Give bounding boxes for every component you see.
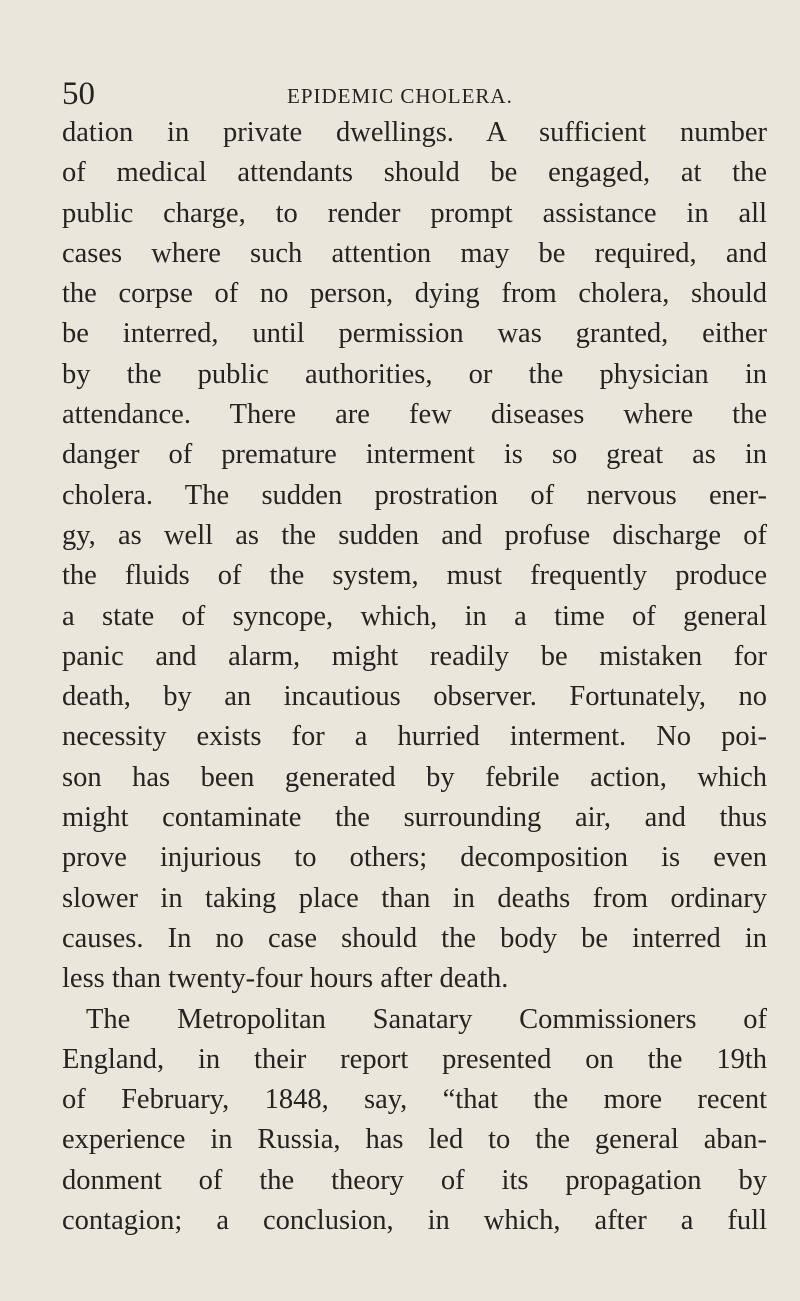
paragraph-end-line: less than twenty-four hours after death. xyxy=(62,963,509,995)
text-line: gy, as well as the sudden and profuse discharge of xyxy=(62,519,767,551)
text-line: of medical attendants should be engaged, at the xyxy=(62,157,767,189)
text-line: England, in their report presented on the 19th xyxy=(62,1043,767,1075)
text-line: danger of premature interment is so great as in xyxy=(62,439,767,471)
text-line: attendance. There are few diseases where the xyxy=(62,399,767,431)
text-line: the corpse of no person, dying from cholera, should xyxy=(62,278,767,310)
text-line: son has been generated by febrile action, which xyxy=(62,761,767,793)
text-line: necessity exists for a hurried interment. No poi- xyxy=(62,721,767,753)
text-line: causes. In no case should the body be interred in xyxy=(62,922,767,954)
text-line: a state of syncope, which, in a time of general xyxy=(62,600,767,632)
text-line: the fluids of the system, must frequently produce xyxy=(62,560,767,592)
text-line: panic and alarm, might readily be mistaken for xyxy=(62,640,767,672)
running-head xyxy=(62,74,752,114)
text-line: slower in taking place than in deaths from ordinary xyxy=(62,882,767,914)
text-line: be interred, until permission was granted, either xyxy=(62,318,767,350)
running-title: EPIDEMIC CHOLERA. xyxy=(287,84,513,108)
text-line: donment of the theory of its propagation by xyxy=(62,1164,767,1196)
text-line: death, by an incautious observer. Fortunately, no xyxy=(62,681,767,713)
text-line: cases where such attention may be required, and xyxy=(62,237,767,269)
text-line: dation in private dwellings. A sufficient number xyxy=(62,117,767,148)
paragraph-start-line: The Metropolitan Sanatary Commissioners of xyxy=(86,1003,767,1035)
body-text xyxy=(62,113,767,1241)
text-line: prove injurious to others; decomposition is even xyxy=(62,842,767,874)
text-line: by the public authorities, or the physician in xyxy=(62,358,767,390)
page-number: 50 xyxy=(62,76,95,112)
text-line: cholera. The sudden prostration of nervous ener- xyxy=(62,479,767,511)
text-line: experience in Russia, has led to the general aban- xyxy=(62,1124,767,1156)
text-line: of February, 1848, say, “that the more recent xyxy=(62,1084,767,1116)
text-line: public charge, to render prompt assistance in all xyxy=(62,197,767,229)
text-line: might contaminate the surrounding air, and thus xyxy=(62,802,767,834)
text-line: contagion; a conclusion, in which, after a full xyxy=(62,1205,767,1237)
